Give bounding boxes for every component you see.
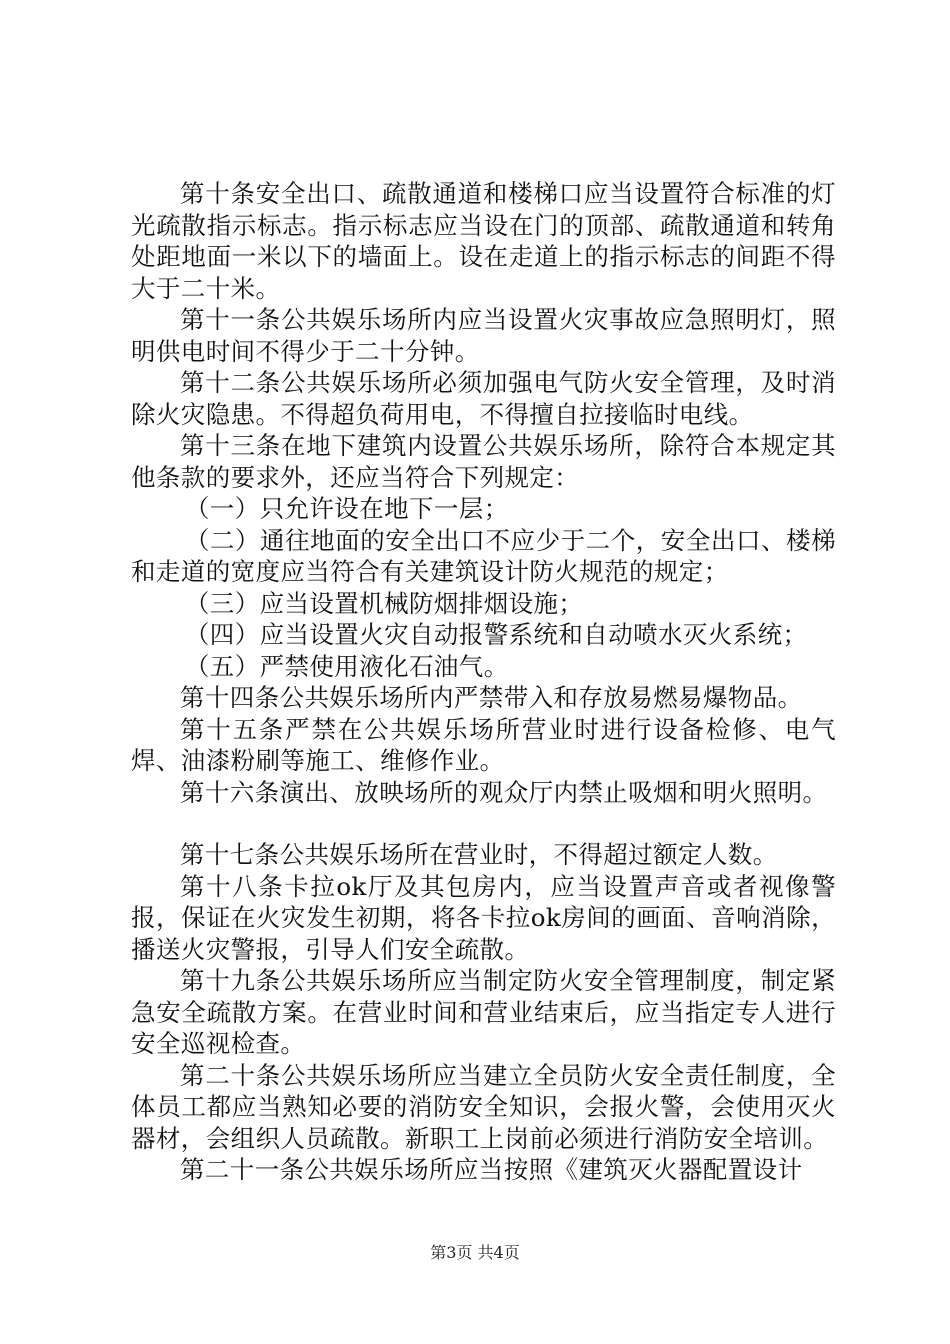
article-12: 第十二条公共娱乐场所必须加强电气防火安全管理，及时消除火灾隐患。不得超负荷用电，不得擅自拉接临时电线。 (131, 368, 836, 429)
article-13-item-1: （一）只允许设在地下一层； (184, 494, 509, 523)
article-10: 第十条安全出口、疏散通道和楼梯口应当设置符合标准的灯光疏散指示标志。指示标志应当设在门的顶部、疏散通道和转角处距地面一米以下的墙面上。设在走道上的指示标志的间距不得大于二十米。 (131, 179, 836, 303)
article-13-item-2: （二）通往地面的安全出口不应少于二个，安全出口、楼梯和走道的宽度应当符合有关建筑设计防火规范的规定； (131, 525, 836, 586)
document-body (131, 178, 836, 1186)
article-13-item-5: （五）严禁使用液化石油气。 (184, 651, 509, 681)
article-13-item-4: （四）应当设置火灾自动报警系统和自动喷水灭火系统； (184, 620, 808, 649)
page-number-footer: 第3页 共4页 (430, 1243, 520, 1262)
article-13-item-3: （三）应当设置机械防烟排烟设施； (184, 588, 584, 618)
article-18: 第十八条卡拉ok厅及其包房内，应当设置声音或者视像警报，保证在火灾发生初期，将各卡拉ok房间的画面、音响消除，播送火灾警报，引导人们安全疏散。 (131, 871, 836, 964)
article-19: 第十九条公共娱乐场所应当制定防火安全管理制度，制定紧急安全疏散方案。在营业时间和营业结束后，应当指定专人进行安全巡视检查。 (131, 966, 836, 1058)
article-16: 第十六条演出、放映场所的观众厅内禁止吸烟和明火照明。 (180, 777, 828, 807)
article-21: 第二十一条公共娱乐场所应当按照《建筑灭火器配置设计 (180, 1155, 803, 1184)
article-13: 第十三条在地下建筑内设置公共娱乐场所，除符合本规定其他条款的要求外，还应当符合下列规定： (131, 431, 836, 492)
article-20: 第二十条公共娱乐场所应当建立全员防火安全责任制度，全体员工都应当熟知必要的消防安全知识，会报火警，会使用灭火器材，会组织人员疏散。新职工上岗前必须进行消防安全培训。 (131, 1060, 836, 1153)
article-15: 第十五条严禁在公共娱乐场所营业时进行设备检修、电气焊、油漆粉刷等施工、维修作业。 (131, 714, 836, 775)
article-14: 第十四条公共娱乐场所内严禁带入和存放易燃易爆物品。 (180, 683, 803, 712)
article-11: 第十一条公共娱乐场所内应当设置火灾事故应急照明灯，照明供电时间不得少于二十分钟。 (131, 305, 836, 366)
article-17: 第十七条公共娱乐场所在营业时，不得超过额定人数。 (180, 840, 778, 869)
